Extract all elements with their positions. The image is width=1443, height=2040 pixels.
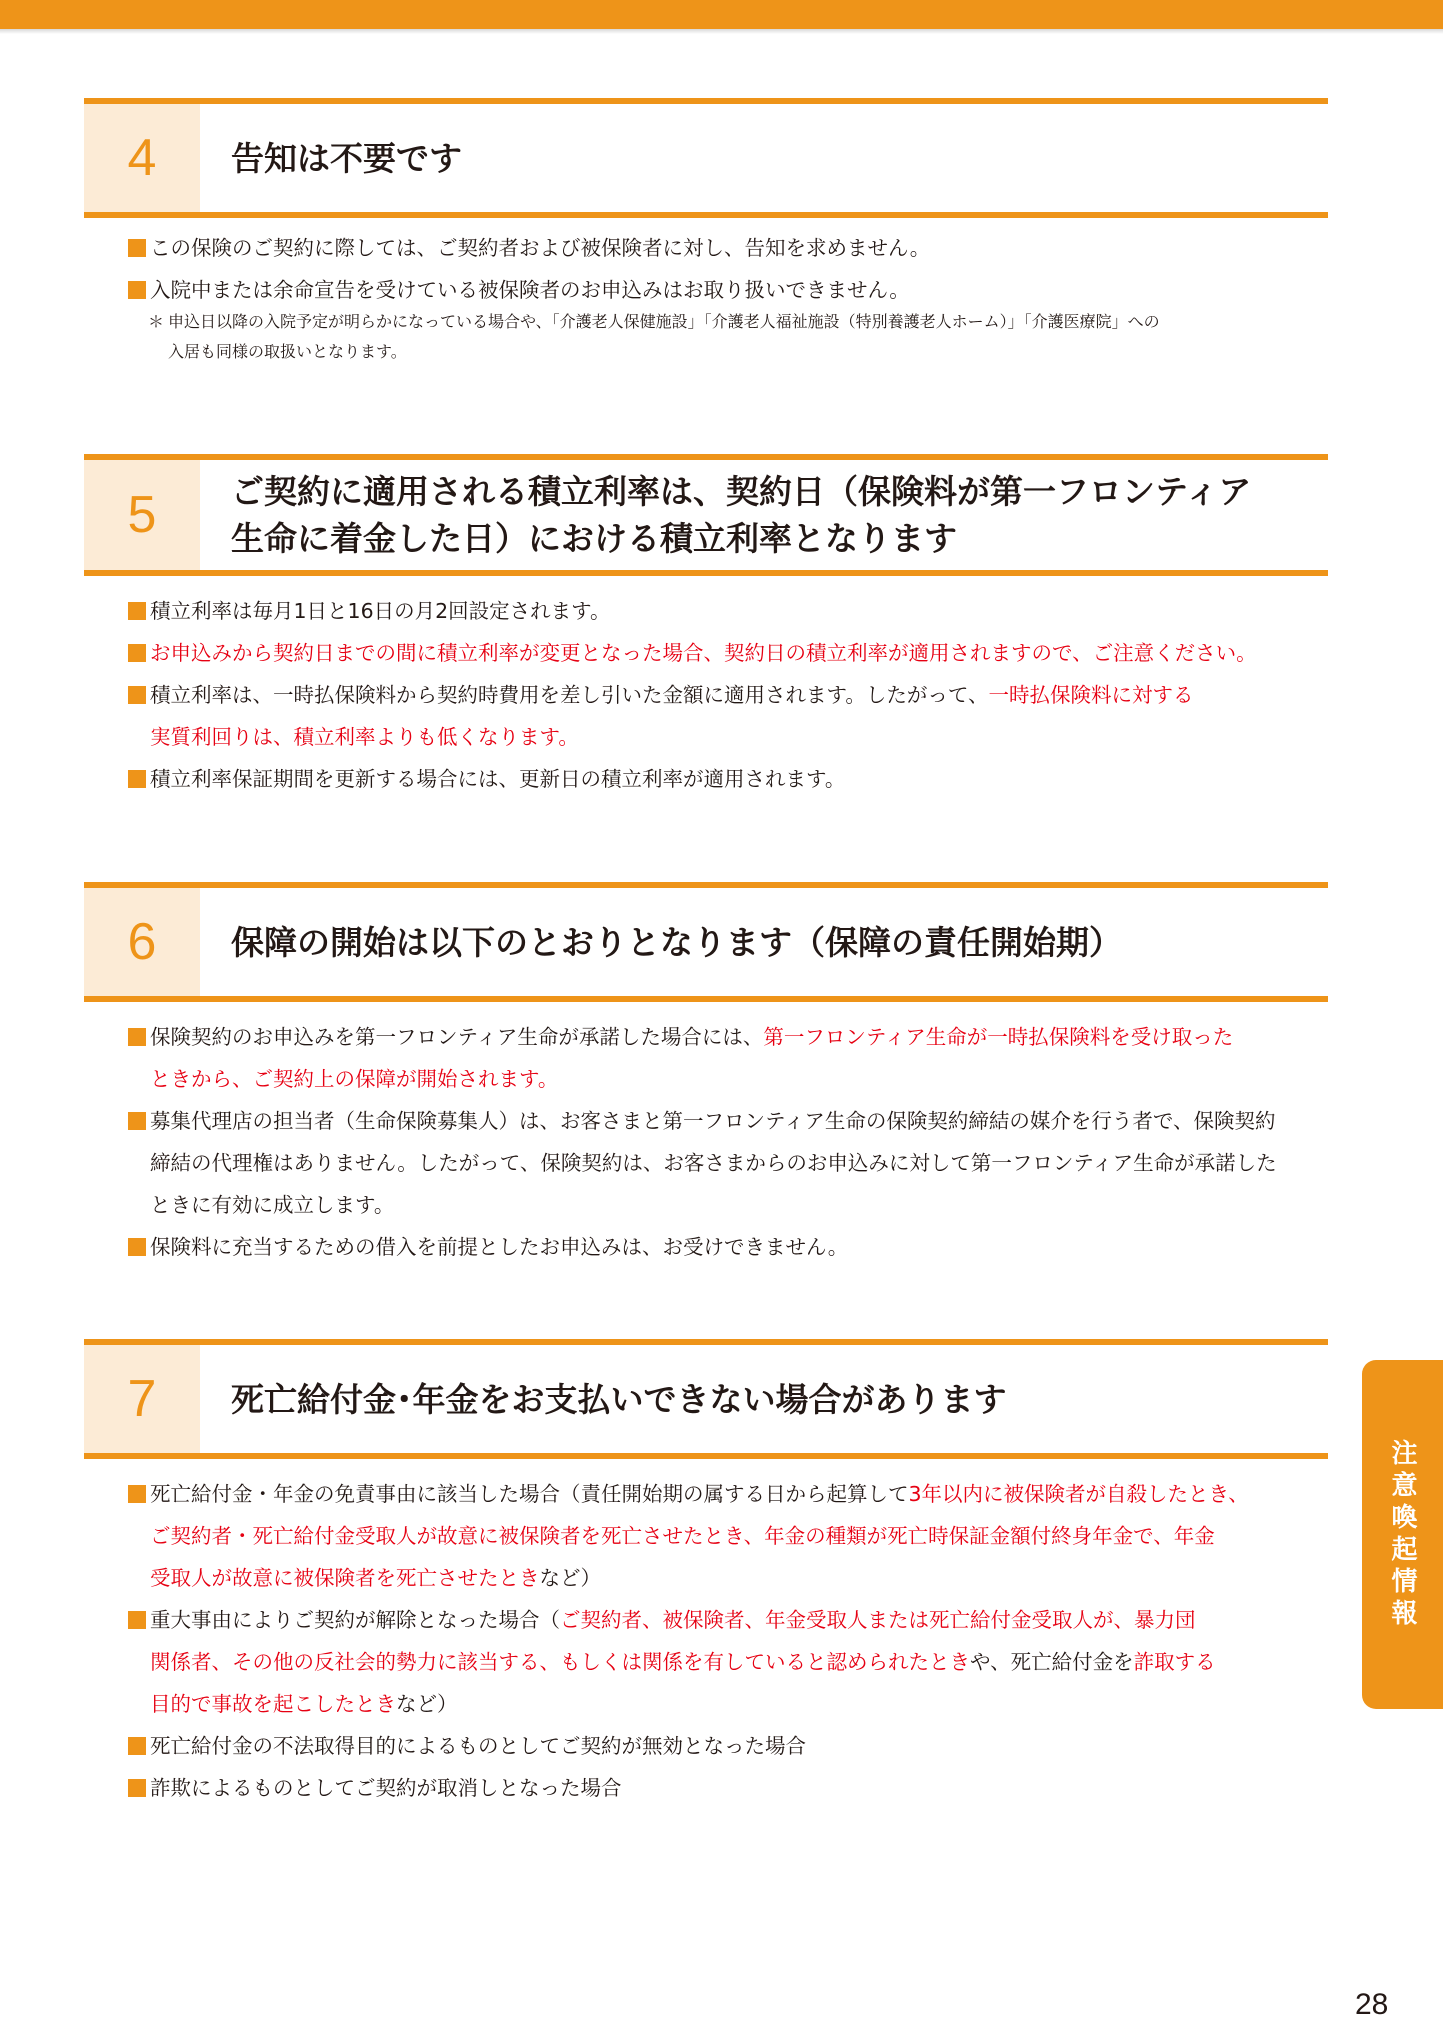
list-item-continuation: 関係者、その他の反社会的勢力に該当する、もしくは関係を有していると認められたときや、死亡給付金を詐取する: [150, 1650, 1216, 1674]
square-bullet-icon: [128, 281, 146, 299]
section-title: 告知は不要です: [231, 138, 462, 178]
asterisk-mark: ＊: [148, 312, 165, 331]
footnote: ＊ 申込日以降の入院予定が明らかになっている場合や、「介護老人保健施設」「介護老人福祉施設（特別養護老人ホーム）」「介護医療院」への 入居も同様の取扱いとなります。: [84, 307, 1328, 367]
list-item: 積立利率は、一時払保険料から契約時費用を差し引いた金額に適用されます。したがって、一時払保険料に対する: [84, 674, 1328, 716]
side-index-tab[interactable]: [1362, 1360, 1443, 1709]
list-item: 入院中または余命宣告を受けている被保険者のお申込みはお取り扱いできません。: [84, 269, 1328, 311]
section-number: 4: [84, 104, 200, 212]
list-item: 募集代理店の担当者（生命保険募集人）は、お客さまと第一フロンティア生命の保険契約締結の媒介を行う者で、保険契約: [84, 1100, 1328, 1142]
square-bullet-icon: [128, 686, 146, 704]
list-item-continuation: 実質利回りは、積立利率よりも低くなります。: [150, 725, 579, 749]
list-item: 重大事由によりご契約が解除となった場合（ご契約者、被保険者、年金受取人または死亡給付金受取人が、暴力団: [84, 1599, 1328, 1641]
square-bullet-icon: [128, 1112, 146, 1130]
list-item-continuation: 受取人が故意に被保険者を死亡させたときなど）: [150, 1566, 601, 1590]
list-item: 詐欺によるものとしてご契約が取消しとなった場合: [84, 1767, 1328, 1809]
list-item: 積立利率は毎月1日と16日の月2回設定されます。: [84, 590, 1328, 632]
square-bullet-icon: [128, 1485, 146, 1503]
list-item-continuation: ときに有効に成立します。: [150, 1193, 395, 1217]
section-4: [84, 98, 1328, 367]
section-7: [84, 1339, 1328, 1809]
list-item-continuation: 締結の代理権はありません。したがって、保険契約は、お客さまからのお申込みに対して第一フロンティア生命が承諾した: [150, 1151, 1277, 1175]
square-bullet-icon: [128, 239, 146, 257]
section-title: ご契約に適用される積立利率は、契約日（保険料が第一フロンティア 生命に着金した日）における積立利率となります: [231, 472, 1252, 558]
list-item-continuation: 目的で事故を起こしたときなど）: [150, 1692, 458, 1716]
section-title: 保障の開始は以下のとおりとなります（保障の責任開始期）: [231, 922, 1122, 962]
square-bullet-icon: [128, 770, 146, 788]
square-bullet-icon: [128, 1028, 146, 1046]
section-header: [84, 1339, 1328, 1459]
list-item-continuation: ときから、ご契約上の保障が開始されます。: [150, 1067, 559, 1091]
list-item-continuation: ご契約者・死亡給付金受取人が故意に被保険者を死亡させたとき、年金の種類が死亡時保証金額付終身年金で、年金: [150, 1524, 1215, 1548]
square-bullet-icon: [128, 1611, 146, 1629]
top-accent-bar: [0, 0, 1443, 29]
section-header: [84, 882, 1328, 1002]
list-item: この保険のご契約に際しては、ご契約者および被保険者に対し、告知を求めません。: [84, 227, 1328, 269]
top-bar-shadow: [0, 29, 1443, 34]
side-tab-label: 注意喚起情報: [1387, 1438, 1417, 1631]
list-item: 保険契約のお申込みを第一フロンティア生命が承諾した場合には、第一フロンティア生命が一時払保険料を受け取った: [84, 1016, 1328, 1058]
section-header: [84, 98, 1328, 218]
list-item: お申込みから契約日までの間に積立利率が変更となった場合、契約日の積立利率が適用されますので、ご注意ください。: [84, 632, 1328, 674]
section-header: [84, 454, 1328, 576]
section-5: [84, 454, 1328, 800]
square-bullet-icon: [128, 1737, 146, 1755]
list-item: 死亡給付金の不法取得目的によるものとしてご契約が無効となった場合: [84, 1725, 1328, 1767]
list-item: 死亡給付金・年金の免責事由に該当した場合（責任開始期の属する日から起算して3年以内に被保険者が自殺したとき、: [84, 1473, 1328, 1515]
list-item: 積立利率保証期間を更新する場合には、更新日の積立利率が適用されます。: [84, 758, 1328, 800]
section-number: 7: [84, 1345, 200, 1453]
section-title: 死亡給付金･年金をお支払いできない場合があります: [231, 1379, 1007, 1419]
square-bullet-icon: [128, 602, 146, 620]
page-number: 28: [1355, 1988, 1389, 2021]
square-bullet-icon: [128, 644, 146, 662]
square-bullet-icon: [128, 1238, 146, 1256]
section-6: [84, 882, 1328, 1268]
square-bullet-icon: [128, 1779, 146, 1797]
section-number: 5: [84, 460, 200, 570]
section-number: 6: [84, 888, 200, 996]
list-item: 保険料に充当するための借入を前提としたお申込みは、お受けできません。: [84, 1226, 1328, 1268]
